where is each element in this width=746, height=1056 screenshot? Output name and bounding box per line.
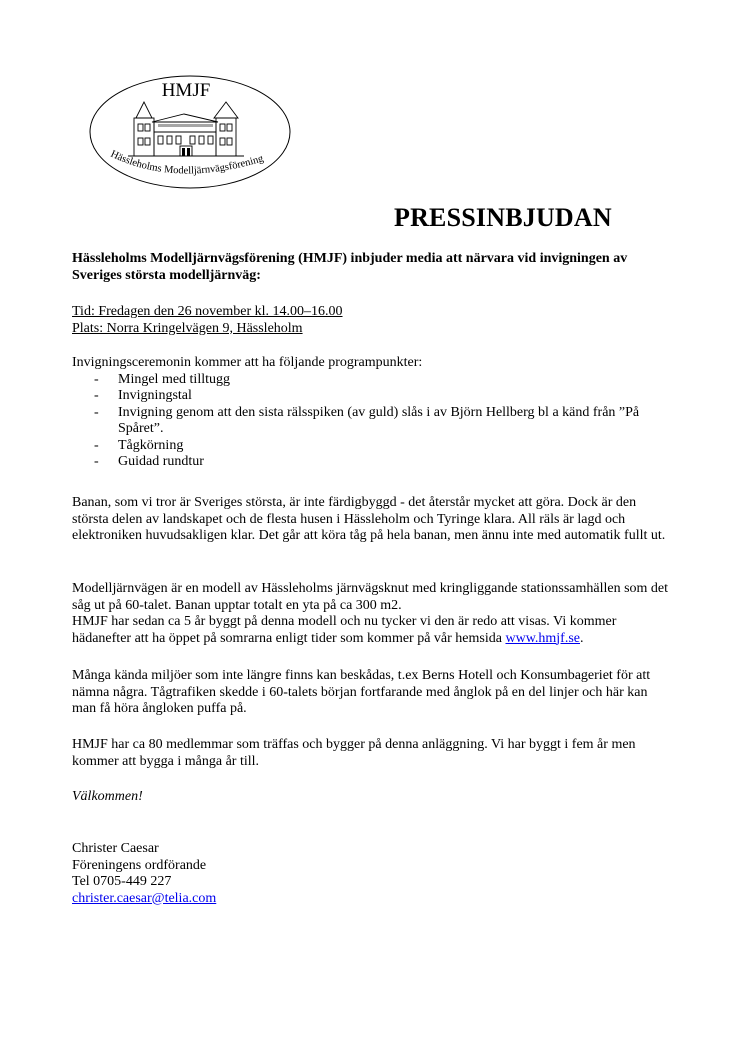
program-list: [72, 372, 682, 471]
opening-text: HMJF har sedan ca 5 år byggt på denna modell och nu tycker vi den är redo att visas. Vi kommer hädanefter att ha öppet på somrarna enligt tider som kommer på vår hemsida: [72, 614, 617, 646]
list-item: - Guidad rundtur: [72, 454, 682, 471]
welcome-text: Välkommen!: [72, 789, 143, 804]
website-link[interactable]: www.hmjf.se: [505, 630, 580, 646]
program-lead: Invigningsceremonin kommer att ha följande programpunkter:: [72, 355, 423, 370]
paragraph-model-desc: Modelljärnvägen är en modell av Hässleholms järnvägsknut med kringliggande stationssamhällen som det såg ut på 60-talet. Banan upptar totalt en yta på ca 300 m2.: [72, 581, 669, 613]
program-section: [72, 355, 682, 471]
list-item: - Tågkörning: [72, 438, 682, 455]
email-link[interactable]: christer.caesar@telia.com: [72, 890, 217, 906]
logo-club-name: Hässleholms Modelljärnvägsförening: [108, 148, 265, 177]
list-item: - Mingel med tilltugg: [72, 372, 682, 389]
event-time: Tid: Fredagen den 26 november kl. 14.00–16.00: [72, 304, 343, 319]
event-place: Plats: Norra Kringelvägen 9, Hässleholm: [72, 320, 303, 336]
paragraph-model: [72, 581, 672, 647]
signature-role: Föreningens ordförande: [72, 857, 207, 873]
signature-phone: Tel 0705-449 227: [72, 874, 172, 889]
intro-text: Hässleholms Modelljärnvägsförening (HMJF) inbjuder media att närvara vid invigningen av Sveriges största modelljärnväg:: [72, 251, 628, 283]
signature-name: Christer Caesar: [72, 841, 159, 856]
page-title: PRESSINBJUDAN: [394, 203, 612, 232]
period: .: [580, 630, 584, 646]
list-item: - Invigning genom att den sista rälsspiken (av guld) slås i av Björn Hellberg bl a känd från ”På Spåret”.: [72, 405, 682, 438]
station-building-logo-icon: [88, 74, 292, 190]
list-item: - Invigningstal: [72, 388, 682, 405]
paragraph-track: Banan, som vi tror är Sveriges största, är inte färdigbyggd - det återstår mycket att göra. Dock är den största delen av landskapet och de flesta husen i Hässleholm och Tyringe klara. All räls är lagd och elektroniken huvudsakligen klar. Det går att köra tåg på hela banan, men ännu inte med automatik fullt ut.: [72, 495, 666, 543]
paragraph-model-opening: [72, 614, 672, 647]
club-logo: [88, 74, 292, 190]
event-details: [72, 304, 343, 337]
paragraph-members: HMJF har ca 80 medlemmar som träffas och bygger på denna anläggning. Vi har byggt i fem år men kommer att bygga i många år till.: [72, 737, 636, 769]
signature-block: [72, 841, 216, 907]
paragraph-environments: Många kända miljöer som inte längre finns kan beskådas, t.ex Berns Hotell och Konsumbageriet för att nämna några. Tågtrafiken skedde i 60-talets början fortfarande med ånglok på en del linjer och här kan man få höra ångloken puffa på.: [72, 668, 651, 716]
logo-abbr: HMJF: [161, 80, 211, 101]
